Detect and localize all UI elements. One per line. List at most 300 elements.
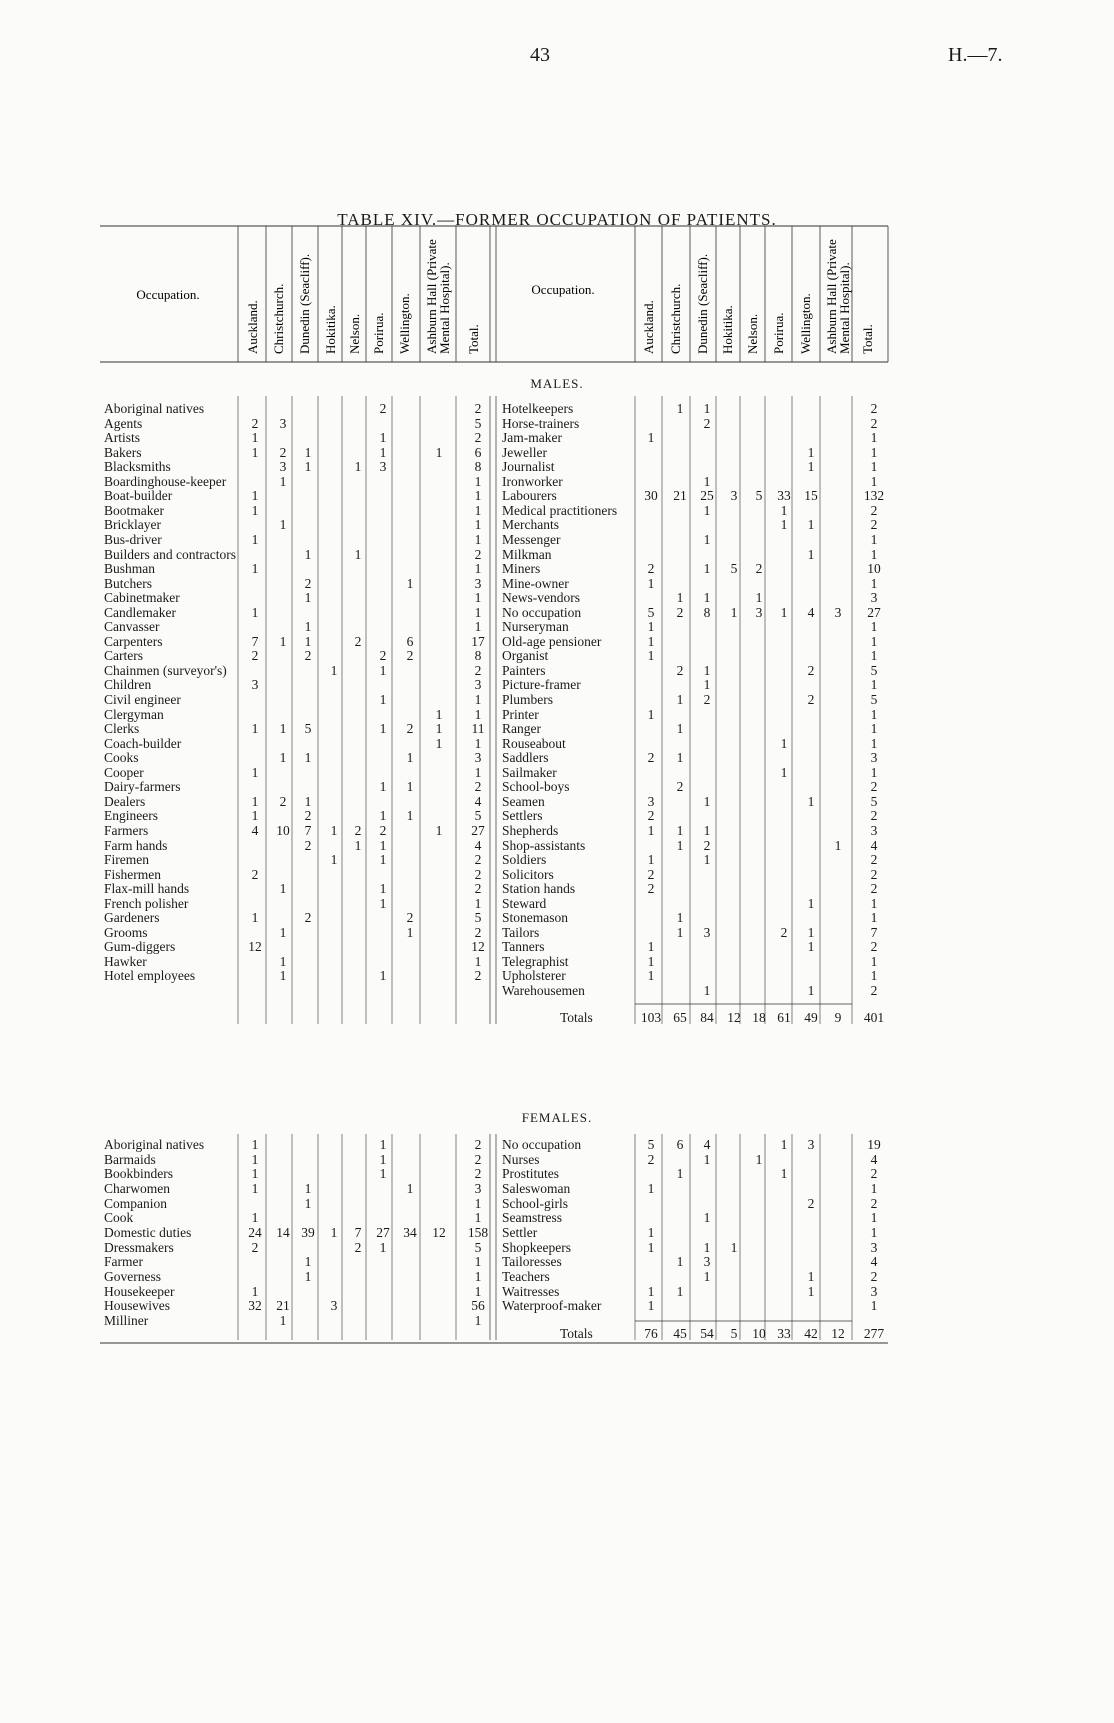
column-header-right-5: Porirua. bbox=[771, 312, 786, 354]
males-right-count-cell: 1 bbox=[703, 793, 711, 809]
females-right-count-cell: 2 bbox=[647, 1151, 655, 1167]
females-left-total-cell: 158 bbox=[467, 1224, 489, 1240]
table-row bbox=[0, 1225, 1114, 1241]
males-right-count-cell: 1 bbox=[780, 604, 788, 620]
females-right-occupation: Shopkeepers bbox=[502, 1239, 571, 1255]
females-left-count-cell: 1 bbox=[330, 1224, 338, 1240]
males-left-occupation: Blacksmiths bbox=[104, 459, 171, 475]
males-left-total-cell: 1 bbox=[474, 473, 482, 489]
males-right-count-cell: 25 bbox=[700, 488, 714, 504]
females-left-total-cell: 1 bbox=[474, 1312, 482, 1328]
males-right-total-cell: 2 bbox=[870, 983, 878, 998]
males-left-count-cell: 2 bbox=[406, 910, 414, 926]
males-left-count-cell: 1 bbox=[279, 633, 287, 649]
males-right-occupation: Rouseabout bbox=[502, 735, 566, 751]
males-left-total-cell: 3 bbox=[474, 750, 482, 766]
males-right-count-cell: 1 bbox=[676, 837, 684, 853]
occupation-header-left: Occupation. bbox=[136, 287, 200, 302]
table-row bbox=[0, 1181, 1114, 1197]
males-right-count-cell: 1 bbox=[755, 590, 763, 606]
males-right-total-cell: 2 bbox=[870, 808, 878, 824]
table-row bbox=[0, 1298, 1114, 1314]
females-left-count-cell: 24 bbox=[248, 1224, 262, 1240]
females-left-count-cell: 3 bbox=[330, 1298, 338, 1314]
females-right-count-cell: 1 bbox=[807, 1283, 815, 1299]
males-left-count-cell: 7 bbox=[251, 633, 259, 649]
females-left-count-cell: 1 bbox=[379, 1239, 387, 1255]
females-totals-row-label: Totals bbox=[560, 1326, 593, 1341]
males-left-count-cell: 2 bbox=[304, 910, 312, 926]
females-right-occupation: Tailoresses bbox=[502, 1254, 562, 1270]
males-right-count-cell: 1 bbox=[703, 983, 711, 998]
males-right-count-cell: 2 bbox=[647, 881, 655, 897]
females-section-title: FEMALES. bbox=[521, 1110, 593, 1125]
males-right-total-cell: 1 bbox=[870, 430, 878, 446]
males-left-count-cell: 1 bbox=[279, 750, 287, 766]
males-section-title: MALES. bbox=[530, 376, 584, 391]
males-right-count-cell: 1 bbox=[703, 677, 711, 693]
females-left-count-cell: 21 bbox=[276, 1298, 290, 1314]
males-left-count-cell: 1 bbox=[304, 750, 312, 766]
males-right-count-cell: 1 bbox=[730, 604, 738, 620]
females-left-count-cell: 1 bbox=[406, 1180, 414, 1196]
table-row bbox=[0, 983, 1114, 999]
males-left-count-cell: 1 bbox=[279, 721, 287, 737]
males-right-occupation: Mine-owner bbox=[502, 575, 569, 591]
males-right-count-cell: 1 bbox=[703, 561, 711, 577]
males-left-occupation: Cooks bbox=[104, 750, 139, 766]
males-right-count-cell: 8 bbox=[703, 604, 711, 620]
males-left-total-cell: 11 bbox=[471, 721, 485, 737]
males-left-count-cell: 2 bbox=[304, 648, 312, 664]
males-left-total-cell: 6 bbox=[474, 444, 482, 460]
males-right-count-cell: 1 bbox=[703, 473, 711, 489]
males-right-occupation: Sailmaker bbox=[502, 764, 557, 780]
males-left-total-cell: 1 bbox=[474, 692, 482, 707]
males-left-count-cell: 1 bbox=[251, 910, 259, 926]
males-left-count-cell: 1 bbox=[304, 793, 312, 809]
males-left-count-cell: 1 bbox=[379, 692, 387, 707]
males-left-count-cell: 6 bbox=[406, 633, 414, 649]
females-right-total-cell: 1 bbox=[870, 1224, 878, 1240]
males-right-count-cell: 1 bbox=[807, 939, 815, 955]
males-left-count-cell: 1 bbox=[304, 590, 312, 606]
column-header-right-4: Nelson. bbox=[745, 313, 760, 354]
males-right-count-cell: 1 bbox=[703, 662, 711, 678]
males-left-total-cell: 1 bbox=[474, 895, 482, 911]
males-left-total-cell: 12 bbox=[471, 939, 485, 955]
males-left-count-cell: 1 bbox=[279, 924, 287, 940]
males-right-count-cell: 2 bbox=[807, 662, 815, 678]
males-right-occupation: Jam-maker bbox=[502, 430, 562, 446]
males-right-count-cell: 5 bbox=[755, 488, 763, 504]
males-right-occupation: Station hands bbox=[502, 881, 576, 897]
males-left-count-cell: 3 bbox=[279, 459, 287, 475]
males-left-total-cell: 1 bbox=[474, 953, 482, 969]
males-right-count-cell: 2 bbox=[703, 837, 711, 853]
males-totals-row-label: Totals bbox=[560, 1010, 593, 1025]
males-right-occupation: Messenger bbox=[502, 531, 561, 547]
males-right-count-cell: 2 bbox=[647, 808, 655, 824]
males-right-total-cell: 1 bbox=[870, 910, 878, 926]
males-right-total-cell: 2 bbox=[870, 866, 878, 882]
males-right-total-cell: 1 bbox=[870, 735, 878, 751]
males-left-count-cell: 2 bbox=[279, 793, 287, 809]
males-left-count-cell: 1 bbox=[251, 764, 259, 780]
males-left-count-cell: 1 bbox=[354, 837, 362, 853]
males-left-occupation: Dealers bbox=[104, 793, 146, 809]
males-left-count-cell: 1 bbox=[251, 488, 259, 504]
males-left-occupation: Engineers bbox=[104, 808, 158, 824]
males-right-total-cell: 2 bbox=[870, 939, 878, 955]
females-right-occupation: No occupation bbox=[502, 1137, 582, 1152]
males-left-count-cell: 1 bbox=[379, 779, 387, 795]
males-left-total-cell: 1 bbox=[474, 590, 482, 606]
males-left-count-cell: 1 bbox=[304, 633, 312, 649]
females-right-total-cell: 4 bbox=[870, 1254, 878, 1270]
males-right-total-cell: 1 bbox=[870, 677, 878, 693]
males-left-total-cell: 2 bbox=[474, 401, 482, 416]
females-left-total-cell: 1 bbox=[474, 1195, 482, 1211]
males-right-occupation: Steward bbox=[502, 895, 547, 911]
females-left-total-cell: 1 bbox=[474, 1283, 482, 1299]
column-header-left-3: Hokitika. bbox=[323, 305, 338, 354]
females-right-count-cell: 1 bbox=[676, 1166, 684, 1182]
males-right-total-cell: 2 bbox=[870, 517, 878, 533]
males-right-occupation: Soldiers bbox=[502, 852, 547, 868]
males-right-occupation: Telegraphist bbox=[502, 953, 569, 969]
males-right-total-cell: 1 bbox=[870, 531, 878, 547]
males-right-count-cell: 2 bbox=[676, 604, 684, 620]
females-left-occupation: Barmaids bbox=[104, 1151, 156, 1167]
males-left-occupation: Boat-builder bbox=[104, 488, 173, 504]
males-left-count-cell: 1 bbox=[406, 575, 414, 591]
males-left-count-cell: 2 bbox=[251, 415, 259, 431]
females-right-total-cell: 1 bbox=[870, 1180, 878, 1196]
females-left-occupation: Dressmakers bbox=[104, 1239, 174, 1255]
males-totals-row-cell: 18 bbox=[752, 1010, 766, 1025]
page-number: 43 bbox=[530, 44, 550, 66]
males-right-count-cell: 1 bbox=[647, 968, 655, 984]
males-right-count-cell: 1 bbox=[703, 401, 711, 416]
males-left-count-cell: 1 bbox=[304, 444, 312, 460]
males-left-total-cell: 27 bbox=[471, 822, 485, 838]
males-right-count-cell: 2 bbox=[676, 662, 684, 678]
males-left-total-cell: 1 bbox=[474, 488, 482, 504]
males-left-count-cell: 1 bbox=[379, 837, 387, 853]
males-right-occupation: Saddlers bbox=[502, 750, 549, 766]
females-right-count-cell: 1 bbox=[703, 1151, 711, 1167]
males-left-total-cell: 8 bbox=[474, 459, 482, 475]
males-right-occupation: Printer bbox=[502, 706, 539, 722]
males-right-occupation: Painters bbox=[502, 662, 546, 678]
males-totals-row-cell: 84 bbox=[700, 1010, 714, 1025]
males-right-count-cell: 3 bbox=[834, 604, 842, 620]
column-header-left-8: Total. bbox=[466, 324, 481, 354]
males-right-count-cell: 15 bbox=[804, 488, 818, 504]
males-right-occupation: Horse-trainers bbox=[502, 415, 580, 431]
males-right-occupation: Solicitors bbox=[502, 866, 554, 882]
column-header-left-6: Wellington. bbox=[397, 293, 412, 354]
males-right-count-cell: 2 bbox=[703, 415, 711, 431]
males-right-count-cell: 1 bbox=[703, 852, 711, 868]
females-left-occupation: Companion bbox=[104, 1195, 167, 1211]
females-left-total-cell: 1 bbox=[474, 1254, 482, 1270]
females-right-occupation: Seamstress bbox=[502, 1210, 562, 1226]
males-left-count-cell: 1 bbox=[379, 662, 387, 678]
males-left-total-cell: 2 bbox=[474, 924, 482, 940]
males-right-occupation: Organist bbox=[502, 648, 549, 664]
males-right-count-cell: 2 bbox=[676, 779, 684, 795]
males-right-count-cell: 1 bbox=[647, 852, 655, 868]
males-right-count-cell: 1 bbox=[676, 590, 684, 606]
males-left-count-cell: 2 bbox=[379, 648, 387, 664]
females-left-occupation: Charwomen bbox=[104, 1180, 170, 1196]
males-right-count-cell: 2 bbox=[647, 750, 655, 766]
males-right-occupation: Labourers bbox=[502, 488, 557, 504]
males-right-total-cell: 3 bbox=[870, 822, 878, 838]
females-left-count-cell: 1 bbox=[251, 1283, 259, 1299]
males-right-occupation: Picture-framer bbox=[502, 677, 581, 693]
males-right-count-cell: 1 bbox=[807, 983, 815, 998]
males-left-count-cell: 1 bbox=[251, 721, 259, 737]
table-row bbox=[0, 1284, 1114, 1300]
males-left-count-cell: 2 bbox=[304, 575, 312, 591]
females-left-occupation: Housewives bbox=[104, 1298, 170, 1314]
column-header-right-0: Auckland. bbox=[641, 300, 656, 354]
males-right-count-cell: 1 bbox=[807, 444, 815, 460]
males-left-count-cell: 1 bbox=[251, 444, 259, 460]
males-left-count-cell: 2 bbox=[304, 837, 312, 853]
males-left-count-cell: 1 bbox=[251, 793, 259, 809]
males-left-count-cell: 1 bbox=[435, 706, 443, 722]
males-right-occupation: Miners bbox=[502, 561, 541, 577]
males-left-occupation: Cabinetmaker bbox=[104, 590, 180, 606]
males-left-total-cell: 2 bbox=[474, 430, 482, 446]
males-right-count-cell: 1 bbox=[676, 822, 684, 838]
females-left-count-cell: 12 bbox=[432, 1224, 446, 1240]
males-right-occupation: News-vendors bbox=[502, 590, 580, 606]
males-right-count-cell: 3 bbox=[703, 924, 711, 940]
column-header-left-4: Nelson. bbox=[347, 313, 362, 354]
table-row bbox=[0, 1269, 1114, 1285]
males-right-count-cell: 1 bbox=[807, 517, 815, 533]
males-left-occupation: Fishermen bbox=[104, 866, 161, 882]
column-header-right-7-b: Mental Hospital). bbox=[837, 262, 852, 354]
males-right-count-cell: 2 bbox=[703, 692, 711, 707]
males-left-total-cell: 1 bbox=[474, 764, 482, 780]
males-right-count-cell: 1 bbox=[647, 939, 655, 955]
males-left-count-cell: 1 bbox=[279, 517, 287, 533]
column-header-right-6: Wellington. bbox=[798, 293, 813, 354]
males-left-total-cell: 1 bbox=[474, 619, 482, 635]
males-left-count-cell: 1 bbox=[251, 808, 259, 824]
females-left-total-cell: 5 bbox=[474, 1239, 482, 1255]
females-left-total-cell: 2 bbox=[474, 1151, 482, 1167]
males-left-count-cell: 2 bbox=[406, 648, 414, 664]
males-right-occupation: Tailors bbox=[502, 924, 540, 940]
males-right-occupation: Upholsterer bbox=[502, 968, 566, 984]
males-right-occupation: Warehousemen bbox=[502, 983, 585, 998]
males-left-count-cell: 2 bbox=[251, 866, 259, 882]
females-left-occupation: Aboriginal natives bbox=[104, 1137, 205, 1152]
males-left-count-cell: 10 bbox=[276, 822, 290, 838]
males-left-total-cell: 2 bbox=[474, 852, 482, 868]
males-left-occupation: Carters bbox=[104, 648, 143, 664]
males-left-count-cell: 1 bbox=[379, 430, 387, 446]
females-left-count-cell: 1 bbox=[304, 1254, 312, 1270]
males-left-count-cell: 2 bbox=[304, 808, 312, 824]
males-right-count-cell: 1 bbox=[647, 953, 655, 969]
males-left-occupation: Bootmaker bbox=[104, 502, 164, 518]
females-right-total-cell: 3 bbox=[870, 1283, 878, 1299]
males-left-occupation: Civil engineer bbox=[104, 692, 181, 707]
males-left-total-cell: 17 bbox=[471, 633, 485, 649]
males-left-count-cell: 1 bbox=[379, 895, 387, 911]
males-right-occupation: Medical practitioners bbox=[502, 502, 618, 518]
females-left-count-cell: 1 bbox=[279, 1312, 287, 1328]
males-right-total-cell: 2 bbox=[870, 881, 878, 897]
males-right-total-cell: 2 bbox=[870, 502, 878, 518]
males-right-count-cell: 1 bbox=[780, 502, 788, 518]
females-right-count-cell: 1 bbox=[807, 1268, 815, 1284]
males-left-total-cell: 2 bbox=[474, 866, 482, 882]
females-right-occupation: Waterproof-maker bbox=[502, 1298, 602, 1314]
males-right-total-cell: 5 bbox=[870, 662, 878, 678]
males-totals-row-cell: 65 bbox=[673, 1010, 687, 1025]
males-right-total-cell: 27 bbox=[867, 604, 881, 620]
females-right-count-cell: 1 bbox=[647, 1239, 655, 1255]
males-right-count-cell: 1 bbox=[647, 619, 655, 635]
females-totals-row bbox=[0, 1326, 1114, 1342]
males-left-count-cell: 1 bbox=[379, 968, 387, 984]
males-left-total-cell: 2 bbox=[474, 968, 482, 984]
males-right-count-cell: 2 bbox=[647, 866, 655, 882]
females-left-total-cell: 1 bbox=[474, 1268, 482, 1284]
males-totals-row-cell: 103 bbox=[640, 1010, 662, 1025]
males-right-count-cell: 1 bbox=[676, 924, 684, 940]
males-left-total-cell: 1 bbox=[474, 517, 482, 533]
males-right-total-cell: 1 bbox=[870, 633, 878, 649]
males-right-total-cell: 2 bbox=[870, 779, 878, 795]
males-right-count-cell: 1 bbox=[780, 735, 788, 751]
females-left-count-cell: 1 bbox=[304, 1268, 312, 1284]
males-right-total-cell: 3 bbox=[870, 750, 878, 766]
males-left-count-cell: 1 bbox=[435, 444, 443, 460]
males-right-count-cell: 1 bbox=[703, 822, 711, 838]
males-left-count-cell: 1 bbox=[379, 881, 387, 897]
males-left-total-cell: 1 bbox=[474, 706, 482, 722]
females-right-count-cell: 1 bbox=[647, 1283, 655, 1299]
females-left-count-cell: 1 bbox=[379, 1151, 387, 1167]
table-title: TABLE XIV.—FORMER OCCUPATION OF PATIENTS. bbox=[337, 210, 777, 229]
column-header-right-3: Hokitika. bbox=[720, 305, 735, 354]
males-left-occupation: Hawker bbox=[104, 953, 147, 969]
males-left-count-cell: 1 bbox=[330, 662, 338, 678]
males-right-total-cell: 1 bbox=[870, 473, 878, 489]
males-right-count-cell: 1 bbox=[807, 546, 815, 562]
table-row bbox=[0, 1137, 1114, 1153]
females-right-count-cell: 6 bbox=[676, 1137, 684, 1152]
males-right-total-cell: 1 bbox=[870, 459, 878, 475]
females-right-occupation: Settler bbox=[502, 1224, 538, 1240]
males-right-count-cell: 30 bbox=[644, 488, 658, 504]
females-left-count-cell: 2 bbox=[354, 1239, 362, 1255]
males-left-total-cell: 5 bbox=[474, 415, 482, 431]
females-totals-row-cell: 42 bbox=[804, 1326, 818, 1341]
males-left-occupation: Gardeners bbox=[104, 910, 160, 926]
males-right-count-cell: 1 bbox=[780, 517, 788, 533]
table-row bbox=[0, 1210, 1114, 1226]
males-right-total-cell: 1 bbox=[870, 648, 878, 664]
males-right-total-cell: 1 bbox=[870, 895, 878, 911]
males-left-occupation: Bushman bbox=[104, 561, 156, 577]
females-left-count-cell: 32 bbox=[248, 1298, 262, 1314]
females-right-occupation: Prostitutes bbox=[502, 1166, 560, 1182]
males-left-occupation: Butchers bbox=[104, 575, 152, 591]
females-right-count-cell: 1 bbox=[703, 1210, 711, 1226]
males-left-total-cell: 2 bbox=[474, 779, 482, 795]
females-left-total-cell: 2 bbox=[474, 1166, 482, 1182]
males-left-occupation: Aboriginal natives bbox=[104, 401, 205, 416]
females-left-count-cell: 1 bbox=[251, 1180, 259, 1196]
males-right-count-cell: 1 bbox=[647, 575, 655, 591]
males-left-count-cell: 1 bbox=[406, 808, 414, 824]
males-right-count-cell: 1 bbox=[807, 924, 815, 940]
table-row bbox=[0, 1166, 1114, 1182]
males-right-count-cell: 1 bbox=[676, 910, 684, 926]
males-right-total-cell: 1 bbox=[870, 444, 878, 460]
males-left-count-cell: 4 bbox=[251, 822, 259, 838]
females-totals-row-cell: 12 bbox=[831, 1326, 845, 1341]
males-totals-row bbox=[0, 1010, 1114, 1026]
males-left-occupation: Canvasser bbox=[104, 619, 160, 635]
table-row bbox=[0, 1254, 1114, 1270]
males-left-count-cell: 1 bbox=[406, 779, 414, 795]
males-right-occupation: Plumbers bbox=[502, 692, 554, 707]
males-left-count-cell: 1 bbox=[435, 721, 443, 737]
column-header-left-7-b: Mental Hospital). bbox=[437, 262, 452, 354]
males-right-count-cell: 1 bbox=[647, 706, 655, 722]
males-left-count-cell: 1 bbox=[251, 502, 259, 518]
males-left-count-cell: 2 bbox=[354, 822, 362, 838]
males-left-occupation: Clerks bbox=[104, 721, 140, 737]
males-left-count-cell: 1 bbox=[279, 953, 287, 969]
males-left-count-cell: 1 bbox=[354, 546, 362, 562]
males-left-occupation: Bricklayer bbox=[104, 517, 161, 533]
males-right-count-cell: 1 bbox=[647, 633, 655, 649]
females-right-count-cell: 1 bbox=[647, 1180, 655, 1196]
females-left-count-cell: 1 bbox=[251, 1151, 259, 1167]
males-right-occupation: Stonemason bbox=[502, 910, 568, 926]
males-left-count-cell: 1 bbox=[304, 546, 312, 562]
males-right-occupation: Nurseryman bbox=[502, 619, 569, 635]
column-header-left-7-a: Ashburn Hall (Private bbox=[424, 239, 439, 354]
females-right-count-cell: 1 bbox=[780, 1166, 788, 1182]
males-left-count-cell: 1 bbox=[279, 881, 287, 897]
males-right-count-cell: 1 bbox=[647, 648, 655, 664]
males-right-occupation: Merchants bbox=[502, 517, 559, 533]
column-header-right-8: Total. bbox=[860, 324, 875, 354]
males-right-total-cell: 1 bbox=[870, 721, 878, 737]
females-left-count-cell: 1 bbox=[304, 1195, 312, 1211]
males-totals-row-cell: 9 bbox=[834, 1010, 842, 1025]
females-right-total-cell: 2 bbox=[870, 1166, 878, 1182]
females-left-count-cell: 1 bbox=[251, 1137, 259, 1152]
males-left-count-cell: 2 bbox=[279, 444, 287, 460]
males-left-occupation: Artists bbox=[104, 430, 141, 446]
males-right-occupation: Ranger bbox=[502, 721, 541, 737]
